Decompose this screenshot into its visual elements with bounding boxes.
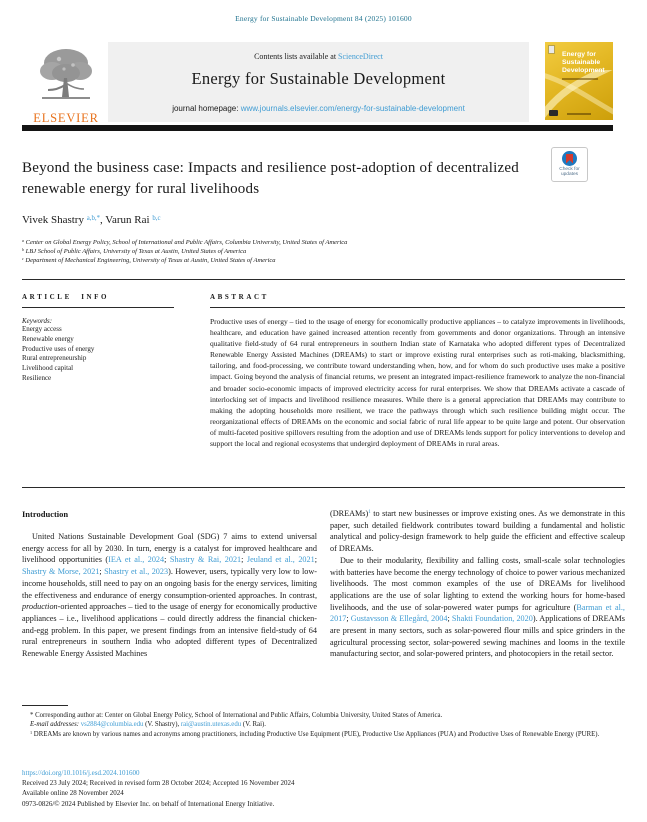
keywords-label: Keywords:: [22, 317, 53, 325]
section-divider: [22, 487, 625, 488]
corresponding-author-note: * Corresponding author at: Center on Global Energy Policy, School of International and Public Affairs, Columbia University, United States of America.: [30, 712, 443, 719]
affiliation-b: $^b$ LBJ School of Public Affairs, University of Texas at Austin, United States of America: [22, 247, 247, 255]
abstract-heading: ABSTRACT: [210, 293, 269, 301]
footnote-1-link[interactable]: 1: [368, 509, 371, 516]
keyword: Renewable energy: [22, 334, 74, 343]
footnotes: [22, 711, 625, 739]
affiliations: [22, 238, 602, 265]
journal-homepage-link[interactable]: www.journals.elsevier.com/energy-for-sustainable-development: [240, 104, 465, 113]
authors-line: Vivek Shastry $^{a,b,*}$, Varun Rai $^{b,c}$: [22, 214, 161, 226]
keyword: Productive uses of energy: [22, 344, 95, 353]
intro-paragraph-1-continued: (DREAMs)$^1$ to start new businesses or improve existing ones. As we demonstrate in this paper, such detailed fieldwork contributes toward building a fundamental and holistic analytical and policy-design framework to help guide the efficient and effective scaleup of DREAMs.: [330, 509, 625, 554]
elsevier-logo: [25, 45, 107, 123]
citation-link[interactable]: Gustavsson & Ellegård, 2004: [350, 614, 448, 624]
email-link-shastry[interactable]: vs2884@columbia.edu: [80, 721, 144, 729]
article-info-heading: ARTICLE INFO: [22, 293, 110, 301]
sciencedirect-link[interactable]: ScienceDirect: [338, 52, 383, 61]
dreams-footnote: $^1$ DREAMs are known by various names and acronyms among practitioners, including Productive Use Equipment (PUE), Productive Use Appliances (PUA) and Productive Uses of Renewable Energy (PURE).: [30, 729, 600, 738]
heading-rule: [210, 307, 625, 308]
citation-link[interactable]: Shastry & Morse, 2021: [22, 567, 100, 577]
elsevier-wordmark: ELSEVIER: [33, 111, 99, 125]
cover-subtitle-bar: [562, 78, 598, 80]
journal-cover-thumbnail: [545, 42, 613, 120]
journal-citation-header: Energy for Sustainable Development 84 (2025) 101600: [235, 14, 412, 23]
email-link-rai[interactable]: rai@austin.utexas.edu: [180, 721, 242, 729]
heading-rule: [22, 307, 174, 308]
abstract-section: [210, 293, 625, 449]
cover-bottom-text-bar: [567, 113, 591, 115]
citation-link[interactable]: Shastry et al., 2023: [104, 567, 169, 577]
cover-journal-title: Energy for Sustainable Development: [562, 51, 605, 75]
keyword: Resilience: [22, 373, 52, 382]
author-affiliation-sup[interactable]: b,c: [152, 214, 161, 222]
cover-corner-mark: [548, 45, 555, 54]
introduction-heading: Introduction: [22, 509, 69, 519]
received-dates: Received 23 July 2024; Received in revised form 28 October 2024; Accepted 16 November 2024: [22, 779, 295, 788]
bookmark-icon: [566, 154, 573, 164]
journal-header-box: [108, 42, 529, 122]
keyword: Energy access: [22, 325, 62, 333]
affiliation-a: $^a$ Center on Global Energy Policy, School of International and Public Affairs, Columbia University, United States of America: [22, 238, 348, 246]
email-addresses-note: E-mail addresses: vs2884@columbia.edu (V. Shastry), rai@austin.utexas.edu (V. Rai).: [30, 721, 266, 729]
intro-paragraph-2: Due to their modularity, flexibility and falling costs, small-scale solar technologies with batteries have become the energy technology of choice to power various mechanized livelihoods. The most common examples of the use of DREAMs for livelihood applications are the use of solar lighting to extend the working hours for home-based livelihoods, and the use of solar-powered water pumps for agriculture (Barman et al., 2017; Gustavsson & Ellegård, 2004; Shakti Foundation, 2020). Applications of DREAMs are present in many sectors, such as solar-powered flour mills and spice grinders in the agricultural processing sector, solar-powered sewing machines and looms in the textile manufacturing sector, and solar-powered printers, and photocopiers in the retail sector.: [330, 555, 625, 659]
intro-paragraph-1: United Nations Sustainable Development Goal (SDG) 7 aims to extend universal energy access for all by 2030. In turn, energy is a catalyst for improved healthcare and livelihood opportunities (IEA et al., 2024; Shastry & Rai, 2021; Jeuland et al., 2021; Shastry & Morse, 2021; Shastry et al., 2023). However, users, typically very low to low-income households, still need to pay on an ongoing basis for the energy services, limiting the effectiveness and endurance of energy consumption-oriented approaches. In contrast, production-oriented approaches – tied to the usage of energy for economically productive appliances – i.e., livelihood applications – could directly address the financial chicken-and-egg problem. In this paper, we present findings from an intensive field-study of 64 rural entrepreneurs in southern India who adopted different types of Decentralized Renewable Energy Assisted Machines: [22, 532, 317, 659]
iei-logo: [549, 110, 558, 116]
citation-link[interactable]: Shastry & Rai, 2021: [169, 555, 242, 565]
keyword: Rural entrepreneurship: [22, 354, 87, 363]
abstract-text: Productive uses of energy – tied to the usage of energy for economically productive appliances – to catalyze improvements in livelihoods, healthcare, and education have gained increased attention recently from governments and donor organizations. Through an intensive qualitative field-study of 64 rural entrepreneurs in southern Indian state of Karnataka who adopted different types of Decentralized Renewable Energy Assisted Machines (DREAMs) to start or improve existing rural enterprises such as roti-making, blacksmithing, tailoring, and food-processing, we contribute toward understanding when, how, and for whom do such productive uses make a positive impact. Going beyond the analysis of financial returns, we present an integrated impact-resilience framework to analyze the non-financial and broader socio-economic impacts of improved electricity access for rural enterprises. We show that DREAMs activate a cascade of interlocking set of impacts and livelihood resilience measures. While there is a general appreciation that DREAMs may contribute to making the adopting households more resilient, we trace the pathways through which such resilience building might occur. The reorganizational effects of DREAMs on the economic and social fabric of rural life appear to be quite large and potent. Our observation of multi-faceted positive spillovers resulting from the adoption and use of DREAMs lends support for policy interventions to develop and support the local and regional ecosystems that undergird deployment of DREAMs in rural areas.: [210, 317, 625, 449]
keyword: Livelihood capital: [22, 364, 74, 373]
available-online-date: Available online 28 November 2024: [22, 789, 124, 798]
article-info-section: [22, 293, 174, 384]
body-column-left: [22, 531, 317, 660]
section-divider: [22, 279, 625, 280]
author-affiliation-sup[interactable]: a,b,*: [86, 214, 100, 222]
citation-link[interactable]: Barman et al., 2017: [330, 602, 625, 624]
footnote-rule: [22, 705, 68, 706]
article-title: Beyond the business case: Impacts and resilience post-adoption of decentralized renewable energy for rural livelihoods: [22, 160, 519, 197]
issn-copyright-line: 0973-0826/© 2024 Published by Elsevier Inc. on behalf of International Energy Initiative.: [22, 799, 275, 808]
check-for-updates-badge[interactable]: [551, 147, 588, 182]
citation-link[interactable]: Shakti Foundation, 2020: [451, 614, 533, 624]
contents-list-line: Contents lists available at ScienceDirect: [254, 52, 383, 61]
elsevier-tree-icon: [35, 45, 97, 105]
affiliation-c: $^c$ Department of Mechanical Engineering, University of Texas at Austin, United States of America: [22, 256, 276, 264]
journal-homepage-line: journal homepage: www.journals.elsevier.com/energy-for-sustainable-development: [172, 104, 465, 113]
doi-link[interactable]: https://doi.org/10.1016/j.esd.2024.101600: [22, 769, 140, 777]
body-column-right: [330, 508, 625, 660]
check-for-updates-label: Check for updates: [559, 167, 580, 178]
header-divider-bar: [22, 125, 613, 131]
citation-link[interactable]: Jeuland et al., 2021: [246, 555, 315, 565]
citation-link[interactable]: IEA et al., 2024: [108, 555, 165, 565]
journal-title: Energy for Sustainable Development: [191, 69, 446, 88]
crossmark-icon: [562, 151, 577, 166]
publication-details: [22, 768, 625, 809]
